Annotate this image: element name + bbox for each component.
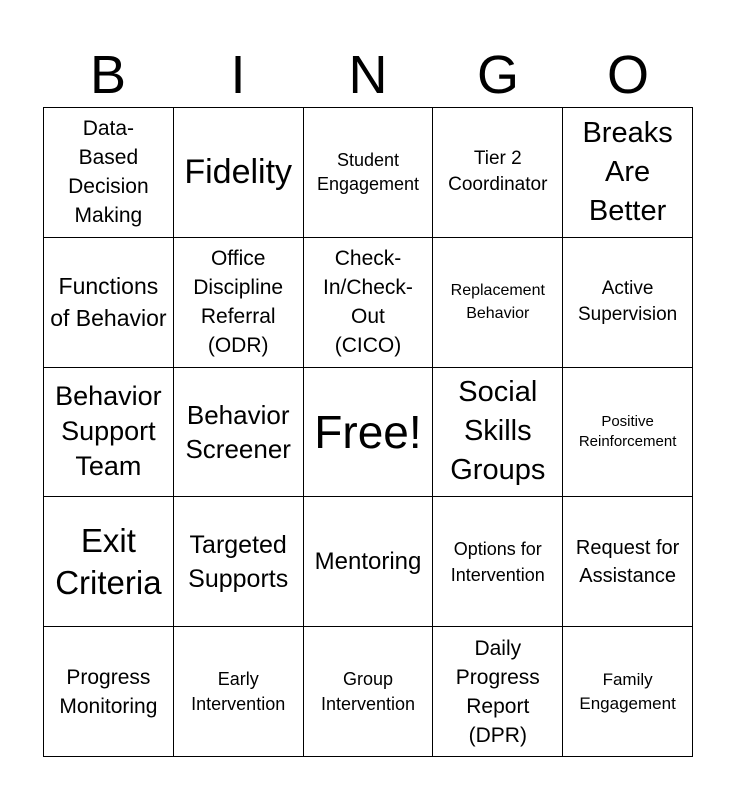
bingo-cell[interactable]: [563, 238, 693, 368]
bingo-cell[interactable]: [44, 497, 174, 627]
cell-label: Free!: [314, 405, 422, 458]
bingo-cell[interactable]: [304, 497, 434, 627]
cell-label: Check-In/Check-Out (CICO): [323, 247, 413, 358]
header-letter-i: I: [230, 45, 246, 105]
bingo-cell[interactable]: [304, 627, 434, 757]
cell-label: Student Engagement: [316, 150, 420, 195]
header-letter-o: O: [606, 45, 649, 105]
cell-label: Progress Monitoring: [59, 665, 158, 718]
header-letter-g: G: [476, 45, 519, 105]
bingo-cell[interactable]: [174, 238, 304, 368]
bingo-cell[interactable]: [433, 108, 563, 238]
bingo-cell[interactable]: [304, 238, 434, 368]
cell-label: Tier 2 Coordinator: [448, 148, 548, 196]
cell-label: Request for Assistance: [575, 536, 680, 587]
bingo-cell[interactable]: [563, 368, 693, 498]
cell-label: Targeted Supports: [188, 530, 289, 593]
bingo-cell[interactable]: [563, 497, 693, 627]
cell-label: Exit Criteria: [55, 521, 162, 601]
bingo-cell[interactable]: [174, 108, 304, 238]
cell-label: Office Discipline Referral (ODR): [193, 247, 284, 358]
bingo-board: [43, 107, 693, 757]
cell-label: Breaks Are Better: [582, 116, 673, 227]
bingo-cell[interactable]: [433, 627, 563, 757]
bingo-cell[interactable]: [433, 368, 563, 498]
header-letter-b: B: [89, 45, 127, 105]
cell-label: Options for Intervention: [450, 538, 545, 585]
cell-label: Group Intervention: [320, 668, 416, 714]
cell-label: Daily Progress Report (DPR): [455, 636, 540, 747]
bingo-cell[interactable]: [563, 108, 693, 238]
bingo-cell[interactable]: [44, 368, 174, 498]
cell-label: Active Supervision: [577, 278, 678, 326]
bingo-cell[interactable]: [174, 627, 304, 757]
cell-label: Fidelity: [184, 153, 293, 192]
cell-label: Functions of Behavior: [50, 273, 167, 332]
cell-label: Behavior Support Team: [55, 381, 162, 482]
bingo-cell[interactable]: [304, 108, 434, 238]
bingo-free-space[interactable]: [304, 368, 434, 498]
bingo-cell[interactable]: [433, 497, 563, 627]
header-letter-n: N: [348, 45, 388, 105]
cell-label: Social Skills Groups: [450, 376, 546, 487]
bingo-cell[interactable]: [44, 627, 174, 757]
cell-label: Positive Reinforcement: [578, 412, 677, 450]
cell-label: Mentoring: [314, 547, 422, 575]
cell-label: Family Engagement: [579, 669, 676, 713]
cell-label: Replacement Behavior: [450, 282, 545, 323]
cell-label: Data-Based Decision Making: [68, 117, 149, 228]
bingo-cell[interactable]: [44, 238, 174, 368]
cell-label: Early Intervention: [191, 668, 286, 714]
bingo-cell[interactable]: [433, 238, 563, 368]
bingo-cell[interactable]: [563, 627, 693, 757]
bingo-cell[interactable]: [174, 497, 304, 627]
bingo-header: [43, 44, 693, 106]
bingo-cell[interactable]: [174, 368, 304, 498]
bingo-cell[interactable]: [44, 108, 174, 238]
cell-label: Behavior Screener: [185, 399, 291, 464]
